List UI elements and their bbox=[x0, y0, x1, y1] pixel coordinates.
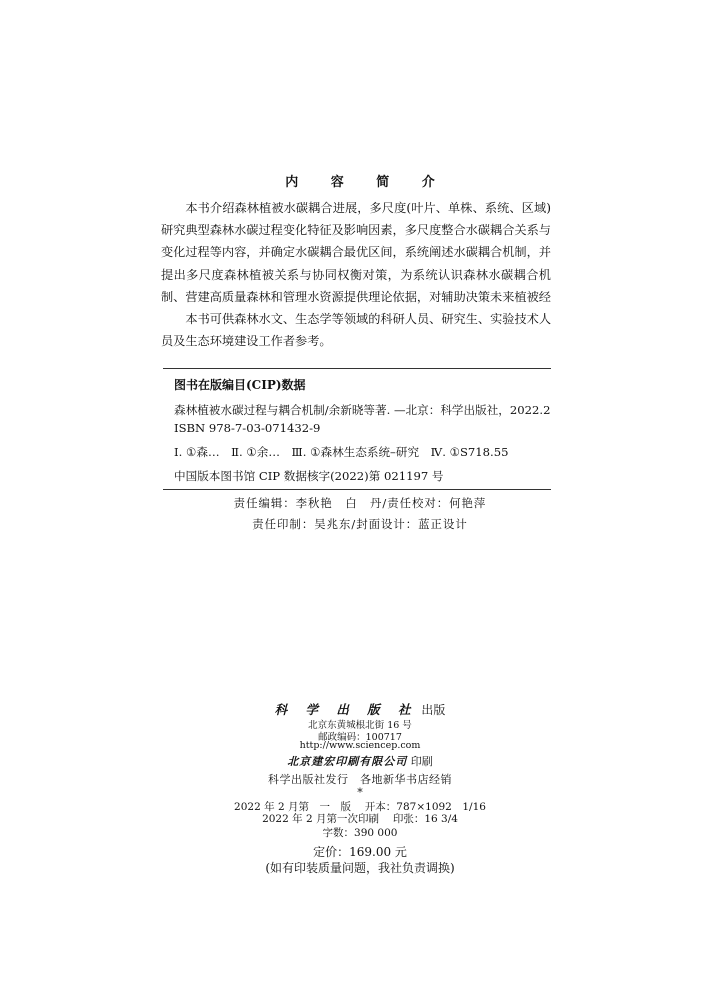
publisher-line bbox=[0, 700, 720, 718]
section-heading: 内 容 简 介 bbox=[285, 175, 449, 190]
editors-line-2: 责任印制：吴兆东/封面设计：蓝正设计 bbox=[252, 517, 468, 531]
edition-line: 2022 年 2 月第 一 版 开本：787×1092 1/16 bbox=[234, 801, 486, 813]
publisher-postcode: 邮政编码：100717 bbox=[318, 732, 402, 743]
printer-line bbox=[0, 753, 720, 769]
publisher-suffix: 出版 bbox=[421, 703, 446, 717]
intro-paragraph-1: 本书介绍森林植被水碳耦合进展，多尺度(叶片、单株、系统、区域)研究典型森林水碳过程变化特征及影响因素，多尺度整合水碳耦合关系与变化过程等内容，并确定水碳耦合最优区间，系统阐述水碳耦合机制，并提出多尺度森林植被关系与协同权衡对策，为系统认识森林水碳耦合机制、营建高质量森林和管理水资源提供理论依据，对辅助决策未来植被经 bbox=[161, 201, 551, 304]
publisher-address: 北京东黄城根北街 16 号 bbox=[308, 720, 412, 731]
quality-note: (如有印装质量问题，我社负责调换) bbox=[265, 861, 455, 875]
price: 定价：169.00 元 bbox=[313, 845, 407, 859]
cip-catalog-line: 森林植被水碳过程与耦合机制/余新晓等著. —北京：科学出版社，2022.2 bbox=[174, 403, 551, 417]
editors-line-1: 责任编辑：李秋艳 白 丹/责任校对：何艳萍 bbox=[233, 496, 487, 510]
cip-title: 图书在版编目(CIP)数据 bbox=[174, 378, 306, 392]
word-count: 字数：390 000 bbox=[322, 827, 398, 839]
distribution-line: 科学出版社发行 各地新华书店经销 bbox=[268, 773, 452, 786]
impression-line: 2022 年 2 月第一次印刷 印张：16 3/4 bbox=[262, 813, 458, 825]
publisher-website: http://www.sciencep.com bbox=[299, 740, 421, 751]
intro-paragraph-2: 本书可供森林水文、生态学等领域的科研人员、研究生、实验技术人员及生态环境建设工作者参考。 bbox=[161, 312, 552, 349]
introduction bbox=[161, 197, 551, 352]
printer-logo: 北京建宏印刷有限公司 bbox=[287, 755, 408, 768]
cip-isbn: ISBN 978-7-03-071432-9 bbox=[174, 421, 321, 435]
cip-record-number: 中国版本图书馆 CIP 数据核字(2022)第 021197 号 bbox=[174, 469, 444, 483]
cip-classification: Ⅰ. ①森… Ⅱ. ①余… Ⅲ. ①森林生态系统–研究 Ⅳ. ①S718.55 bbox=[174, 445, 509, 459]
printer-suffix: 印刷 bbox=[410, 755, 433, 768]
separator-star: * bbox=[357, 786, 363, 799]
cip-data-block bbox=[163, 368, 551, 490]
publisher-logo: 科 学 出 版 社 bbox=[274, 702, 418, 717]
